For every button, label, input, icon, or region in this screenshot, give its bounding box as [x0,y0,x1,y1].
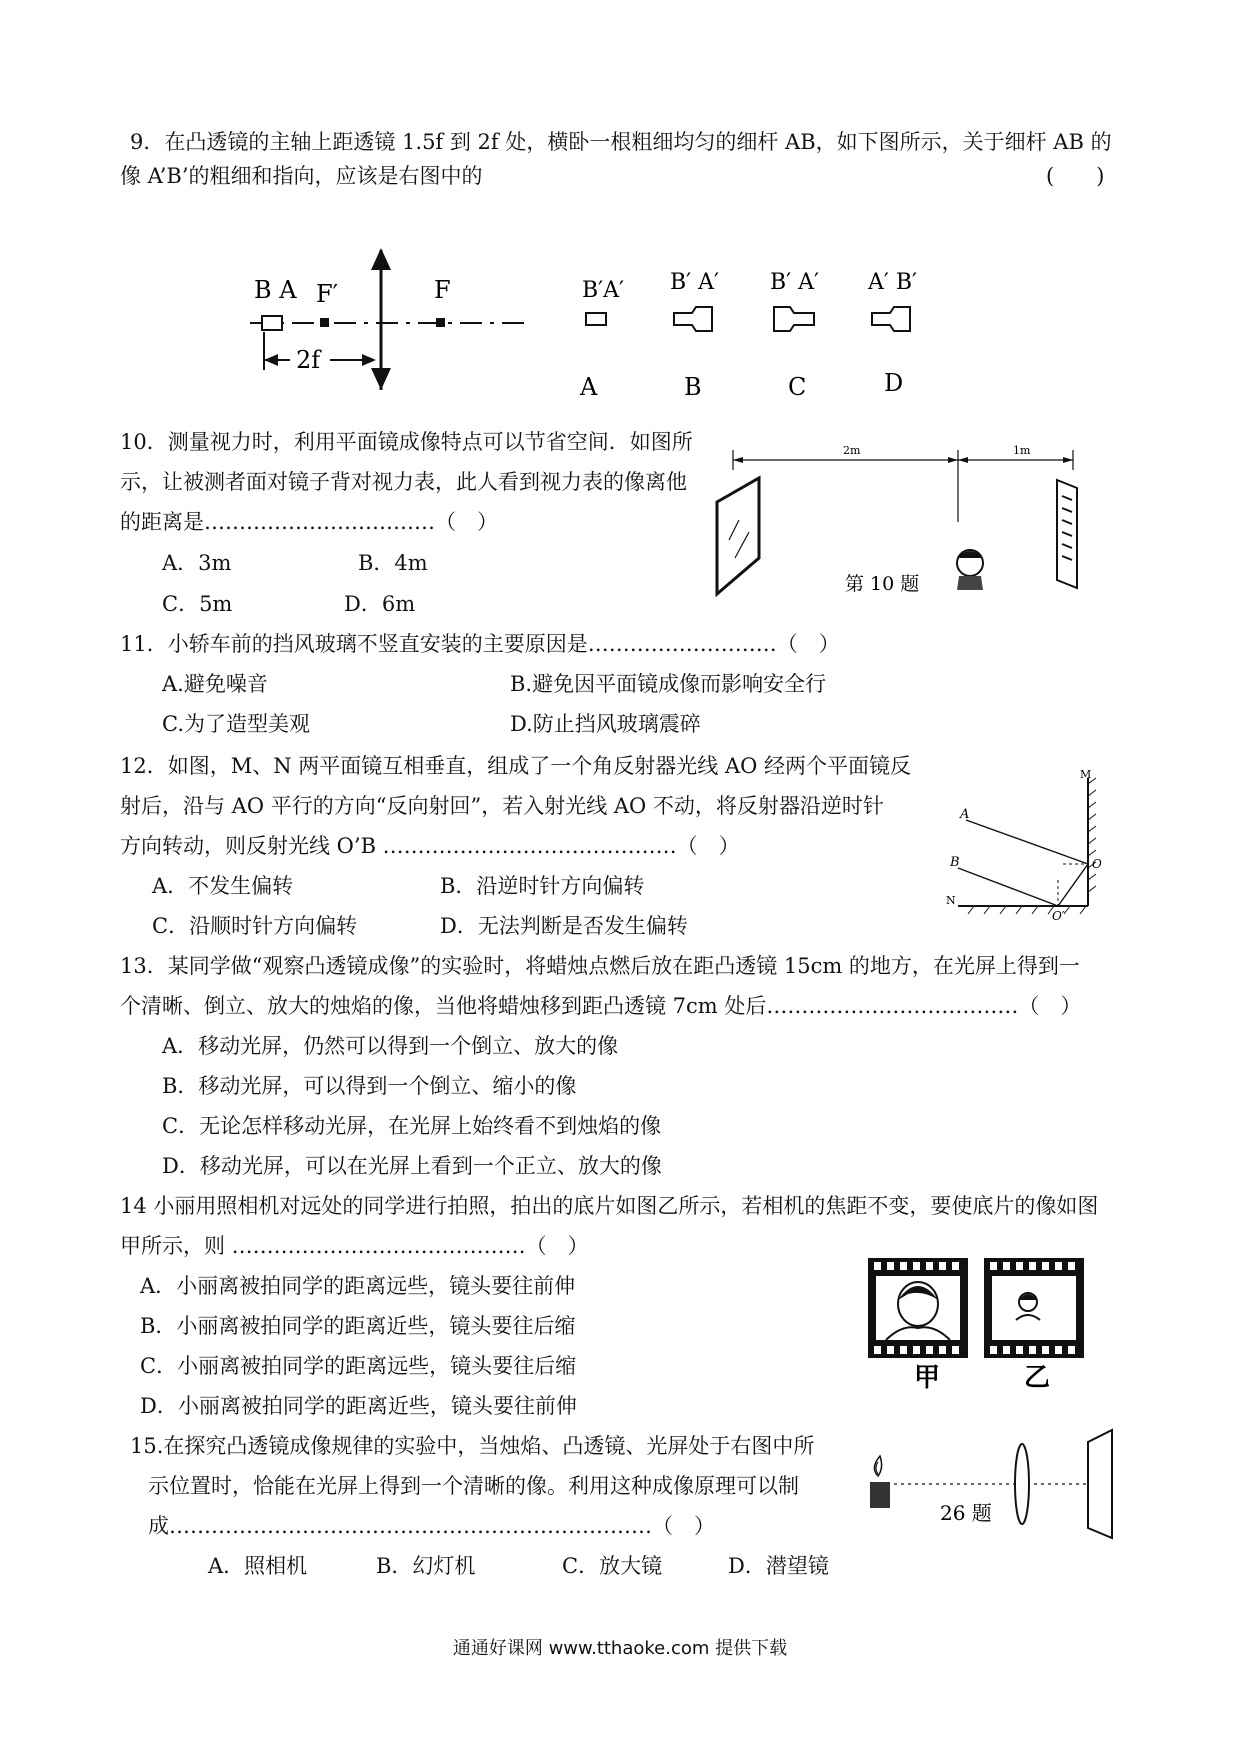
q15-line-1: 15.在探究凸透镜成像规律的实验中，当烛焰、凸透镜、光屏处于右图中所 [130,1434,815,1458]
q10-mirror-figure [705,440,1085,610]
q9-line-1: 9．在凸透镜的主轴上距透镜 1.5f 到 2f 处，横卧一根粗细均匀的细杆 AB，如下图所示，关于细杆 AB 的 [130,130,1112,154]
q9-focus-left: F′ [316,280,339,308]
q9-choice-d: D [884,369,904,397]
q14-option-d: D．小丽离被拍同学的距离近些，镜头要往前伸 [140,1394,577,1418]
q13-line-1: 13．某同学做“观察凸透镜成像”的实验时，将蜡烛点燃后放在距凸透镜 15cm 的地方，在光屏上得到一 [120,954,1080,978]
q11-line-1: 11．小轿车前的挡风玻璃不竖直安装的主要原因是………………………（ ） [120,632,840,656]
q9-choice-b: B [684,373,702,401]
q10-option-b: B．4m [358,551,428,575]
q12-label-n: N [946,894,956,907]
q10-line-1: 10．测量视力时，利用平面镜成像特点可以节省空间．如图所 [120,430,693,454]
q10-distance-1m: 1m [1013,444,1031,457]
q9-image-label-b: B′ A′ [670,270,720,295]
q13-option-b: B．移动光屏，可以得到一个倒立、缩小的像 [162,1074,577,1098]
q11-option-a: A.避免噪音 [162,672,268,696]
q13-option-a: A．移动光屏，仍然可以得到一个倒立、放大的像 [162,1034,619,1058]
q12-label-m: M [1080,768,1092,781]
q12-option-a: A．不发生偏转 [152,874,294,898]
q10-option-d: D．6m [344,592,416,616]
q9-line-2: 像 A’B’的粗细和指向，应该是右图中的 [120,164,483,188]
q12-option-c: C．沿顺时针方向偏转 [152,914,358,938]
q11-option-d: D.防止挡风玻璃震碎 [510,712,701,736]
q11-option-b: B.避免因平面镜成像而影响安全行 [510,672,827,696]
q15-option-d: D．潜望镜 [728,1554,829,1578]
q14-line-2: 甲所示，则 ……………………………………（ ） [120,1234,589,1258]
q12-line-1: 12．如图，M、N 两平面镜互相垂直，组成了一个角反射器光线 AO 经两个平面镜反 [120,754,912,778]
q9-answer-figures [570,265,940,405]
q15-option-a: A．照相机 [208,1554,308,1578]
q9-choice-a: A [580,373,598,401]
q14-option-c: C．小丽离被拍同学的距离远些，镜头要往后缩 [140,1354,577,1378]
page-footer: 通通好课网 www.tthaoke.com 提供下载 [452,1638,788,1659]
q13-option-c: C．无论怎样移动光屏，在光屏上始终看不到烛焰的像 [162,1114,662,1138]
q9-distance-2f: 2f [296,346,321,374]
q9-focus-right: F [434,276,451,304]
q14-option-a: A．小丽离被拍同学的距离远些，镜头要往前伸 [140,1274,576,1298]
q14-label-yi: 乙 [1024,1363,1051,1393]
q9-lens-figure [240,240,540,400]
q12-line-2: 射后，沿与 AO 平行的方向“反向射回”，若入射光线 AO 不动，将反射器沿逆时针 [120,794,884,818]
q12-corner-reflector-figure [938,768,1128,923]
q14-option-b: B．小丽离被拍同学的距离近些，镜头要往后缩 [140,1314,576,1338]
q15-option-c: C．放大镜 [562,1554,663,1578]
q14-label-jia: 甲 [914,1363,941,1393]
q12-label-o-prime: O′ [1052,909,1065,923]
q9-bracket: ( ) [1046,164,1105,188]
q9-rod-label: B A [254,276,297,304]
q15-caption: 26 题 [940,1501,992,1525]
q10-caption: 第 10 题 [845,573,920,595]
q10-option-c: C．5m [162,592,233,616]
q15-optical-bench-figure [860,1424,1130,1548]
q10-line-2: 示，让被测者面对镜子背对视力表，此人看到视力表的像离他 [120,470,687,494]
q9-choice-c: C [788,373,807,401]
q13-line-2: 个清晰、倒立、放大的烛焰的像，当他将蜡烛移到距凸透镜 7cm 处后………………………………（ ） [120,994,1082,1018]
q14-line-1: 14 小丽用照相机对远处的同学进行拍照，拍出的底片如图乙所示，若相机的焦距不变，要使底片的像如图 [120,1194,1099,1218]
q12-line-3: 方向转动，则反射光线 O’B ……………………………………（ ） [120,834,740,858]
q14-film-figure [868,1258,1098,1393]
q10-line-3: 的距离是……………………………（ ） [120,510,498,534]
q10-option-a: A．3m [162,551,232,575]
q9-image-label-a: B′A′ [582,278,625,303]
q9-image-label-d: A′ B′ [868,270,918,295]
q12-label-a: A [960,807,970,822]
q12-option-d: D．无法判断是否发生偏转 [440,914,688,938]
q12-label-o: O [1092,857,1102,871]
q13-option-d: D．移动光屏，可以在光屏上看到一个正立、放大的像 [162,1154,662,1178]
q12-label-b: B [950,855,960,870]
q10-distance-2m: 2m [843,444,861,457]
q15-option-b: B．幻灯机 [376,1554,476,1578]
q9-image-label-c: B′ A′ [770,270,820,295]
q15-line-2: 示位置时，恰能在光屏上得到一个清晰的像。利用这种成像原理可以制 [148,1474,799,1498]
q11-option-c: C.为了造型美观 [162,712,310,736]
q15-line-3: 成……………………………………………………………（ ） [148,1514,715,1538]
q12-option-b: B．沿逆时针方向偏转 [440,874,645,898]
